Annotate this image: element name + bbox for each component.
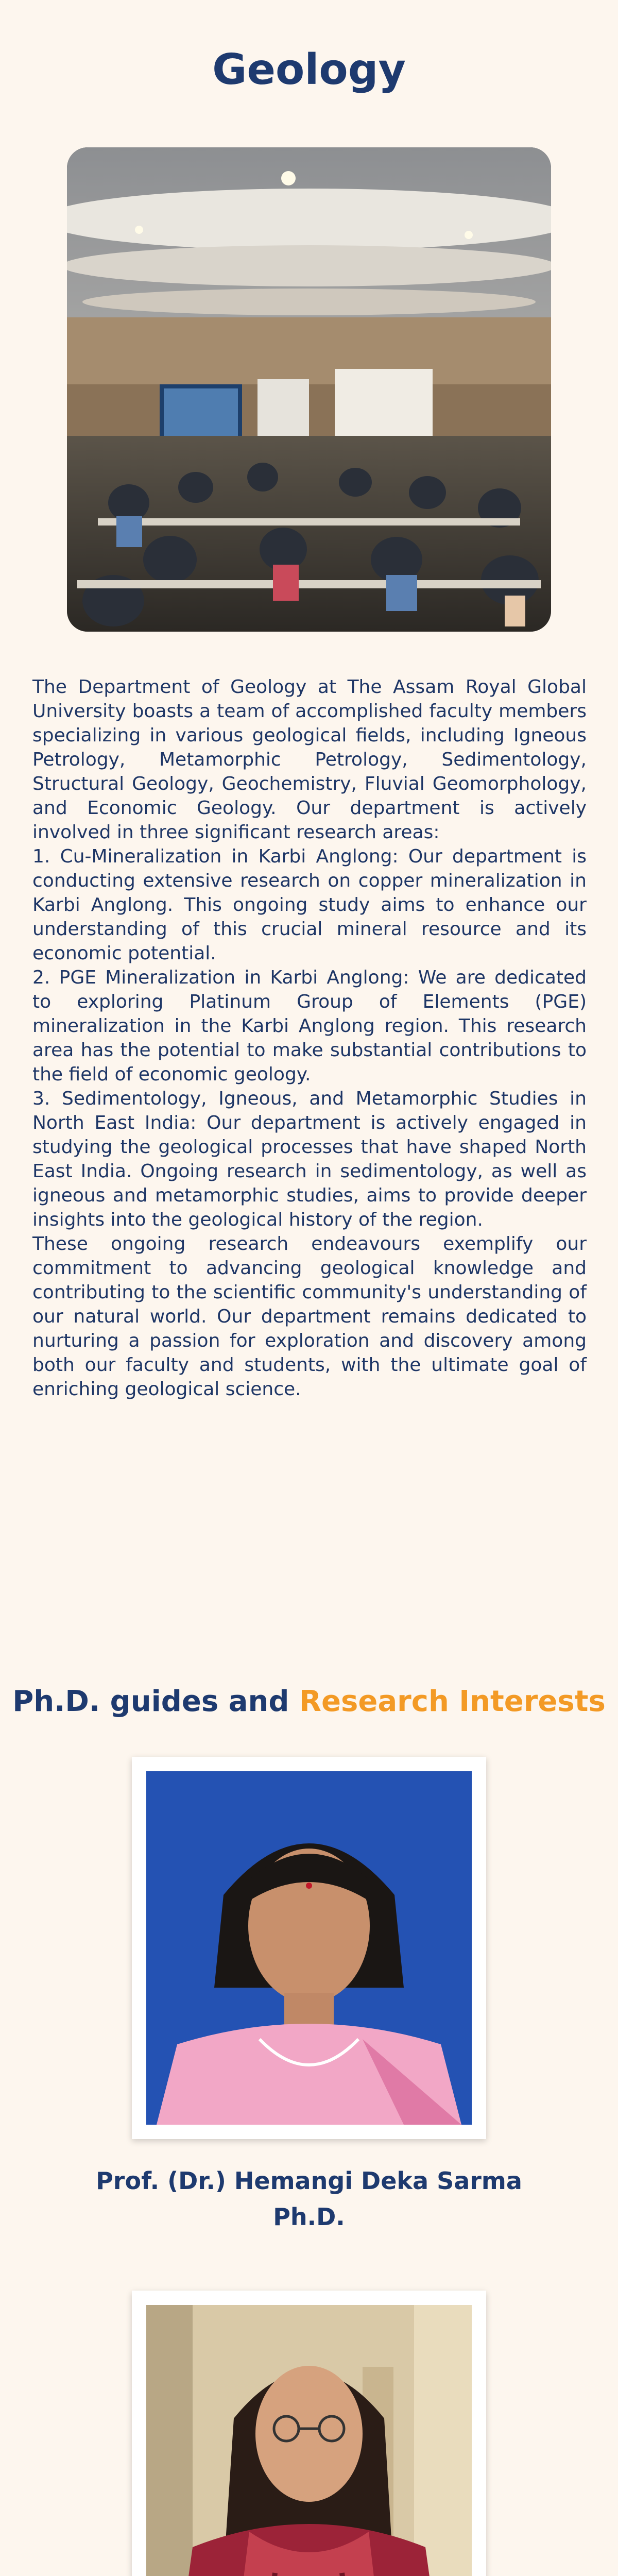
faculty-photo-card-1 <box>132 1757 486 2139</box>
faculty-photo-card-2 <box>132 2291 486 2576</box>
lecture-hall-photo <box>67 147 551 632</box>
guides-section-heading <box>0 1685 618 1718</box>
department-description <box>32 675 587 1401</box>
heading-part-guides: Ph.D. guides and <box>12 1685 289 1718</box>
research-area-3: 3. Sedimentology, Igneous, and Metamorphic Studies in North East India: Our department is actively engaged in studying the geological processes that have shaped North East India. Ongoing research in sedimentology, as well as igneous and metamorphic studies, aims to provide deeper insights into the geological history of the region. <box>32 1088 587 1230</box>
research-area-2: 2. PGE Mineralization in Karbi Anglong: We are dedicated to exploring Platinum Group of Elements (PGE) mineralization in the Karbi Anglong region. This research area has the potential to make substantial contributions to the field of economic geology. <box>32 967 587 1085</box>
faculty-portrait-1 <box>146 1771 472 2125</box>
intro-paragraph: The Department of Geology at The Assam Royal Global University boasts a team of accomplished faculty members specializing in various geological fields, including Igneous Petrology, Metamorphic Petrology, Sedimentology, Structural Geology, Geochemistry, Fluvial Geomorphology, and Economic Geology. Our department is actively involved in three significant research areas: <box>32 676 587 843</box>
faculty-name-1: Prof. (Dr.) Hemangi Deka Sarma <box>96 2167 522 2195</box>
faculty-degree-1: Ph.D. <box>273 2203 345 2231</box>
page-title: Geology <box>212 45 406 94</box>
closing-paragraph: These ongoing research endeavours exemplify our commitment to advancing geological knowledge and contributing to the scientific community's understanding of our natural world. Our department remains dedicated to nurturing a passion for exploration and discovery among both our faculty and students, with the ultimate goal of enriching geological science. <box>32 1233 587 1400</box>
research-area-1: 1. Cu-Mineralization in Karbi Anglong: Our department is conducting extensive research on copper mineralization in Karbi Anglong. This ongoing study aims to enhance our understanding of this crucial mineral resource and its economic potential. <box>32 846 587 964</box>
heading-part-research: Research Interests <box>299 1685 606 1718</box>
faculty-portrait-2 <box>146 2305 472 2576</box>
